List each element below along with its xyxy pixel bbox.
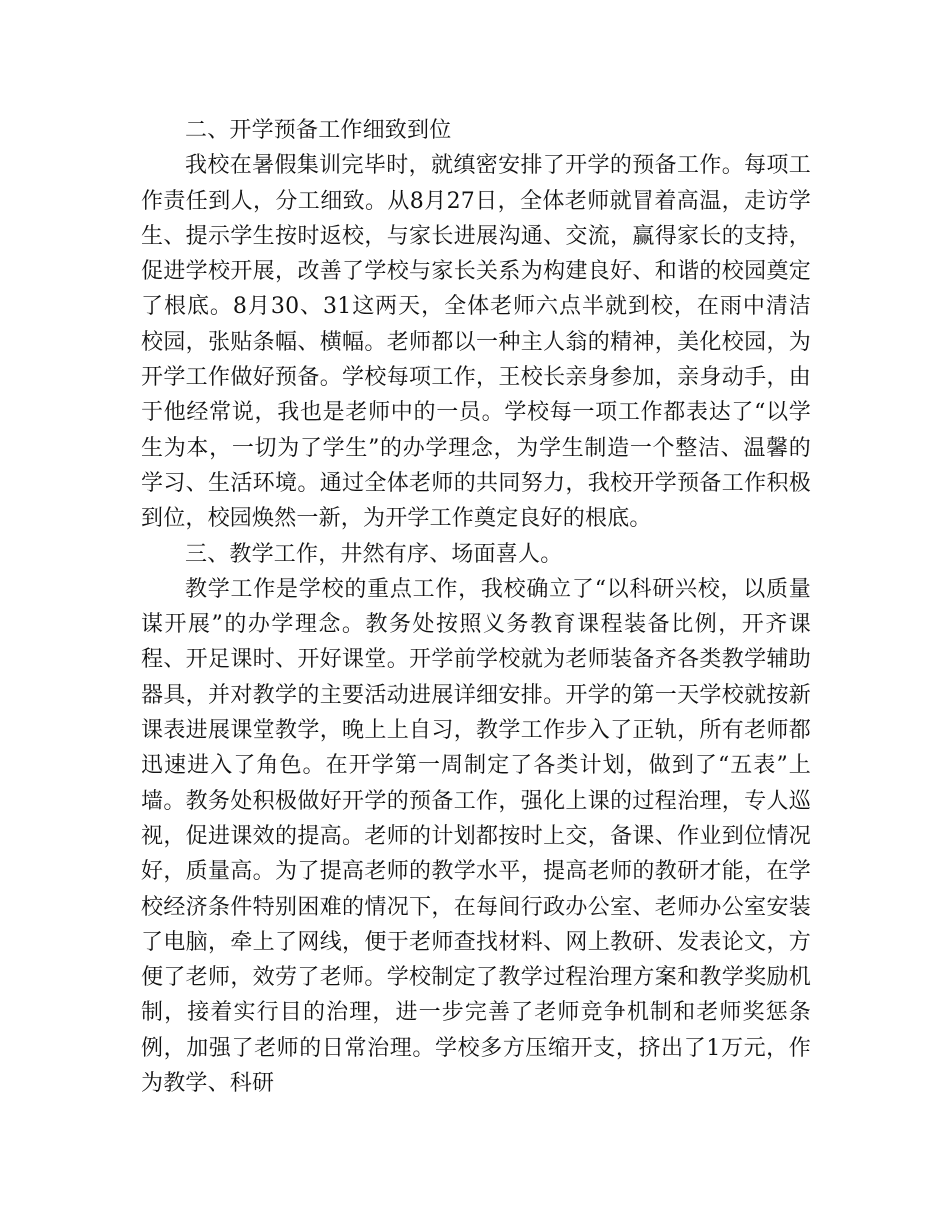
paragraph-teaching-details: 教学工作是学校的重点工作，我校确立了“以科研兴校，以质量谋开展”的办学理念。教务处按照义务教育课程装备比例，开齐课程、开足课时、开好课堂。开学前学校就为老师装备齐各类教学辅助器具，并对教学的主要活动进展详细安排。开学的第一天学校就按新课表进展课堂教学，晚上上自习，教学工作步入了正轨，所有老师都迅速进入了角色。在开学第一周制定了各类计划，做到了“五表”上墙。教务处积极做好开学的预备工作，强化上课的过程治理，专人巡视，促进课效的提高。老师的计划都按时上交，备课、作业到位情况好，质量高。为了提高老师的教学水平，提高老师的教研才能，在学校经济条件特别困难的情况下，在每间行政办公室、老师办公室安装了电脑，牵上了网线，便于老师查找材料、网上教研、发表论文，方便了老师，效劳了老师。学校制定了教学过程治理方案和教学奖励机制，接着实行目的治理，进一步完善了老师竞争机制和老师奖惩条例，加强了老师的日常治理。学校多方压缩开支，挤出了1万元，作为教学、科研 [141, 576, 811, 1097]
section-heading-teaching: 三、教学工作，井然有序、场面喜人。 [185, 541, 563, 567]
section-heading-preparation: 二、开学预备工作细致到位 [185, 118, 452, 143]
paragraph-preparation-details: 我校在暑假集训完毕时，就缜密安排了开学的预备工作。每项工作责任到人，分工细致。从8月27日，全体老师就冒着高温，走访学生、提示学生按时返校，与家长进展沟通、交流，赢得家长的支持，促进学校开展，改善了学校与家长关系为构建良好、和谐的校园奠定了根底。8月30、31这两天，全体老师六点半就到校，在雨中清洁校园，张贴条幅、横幅。老师都以一种主人翁的精神，美化校园，为开学工作做好预备。学校每项工作，王校长亲身参加，亲身动手，由于他经常说，我也是老师中的一员。学校每一项工作都表达了“以学生为本，一切为了学生”的办学理念，为学生制造一个整洁、温馨的学习、生活环境。通过全体老师的共同努力，我校开学预备工作积极到位，校园焕然一新，为开学工作奠定良好的根底。 [141, 153, 811, 532]
document-body [141, 113, 811, 1101]
